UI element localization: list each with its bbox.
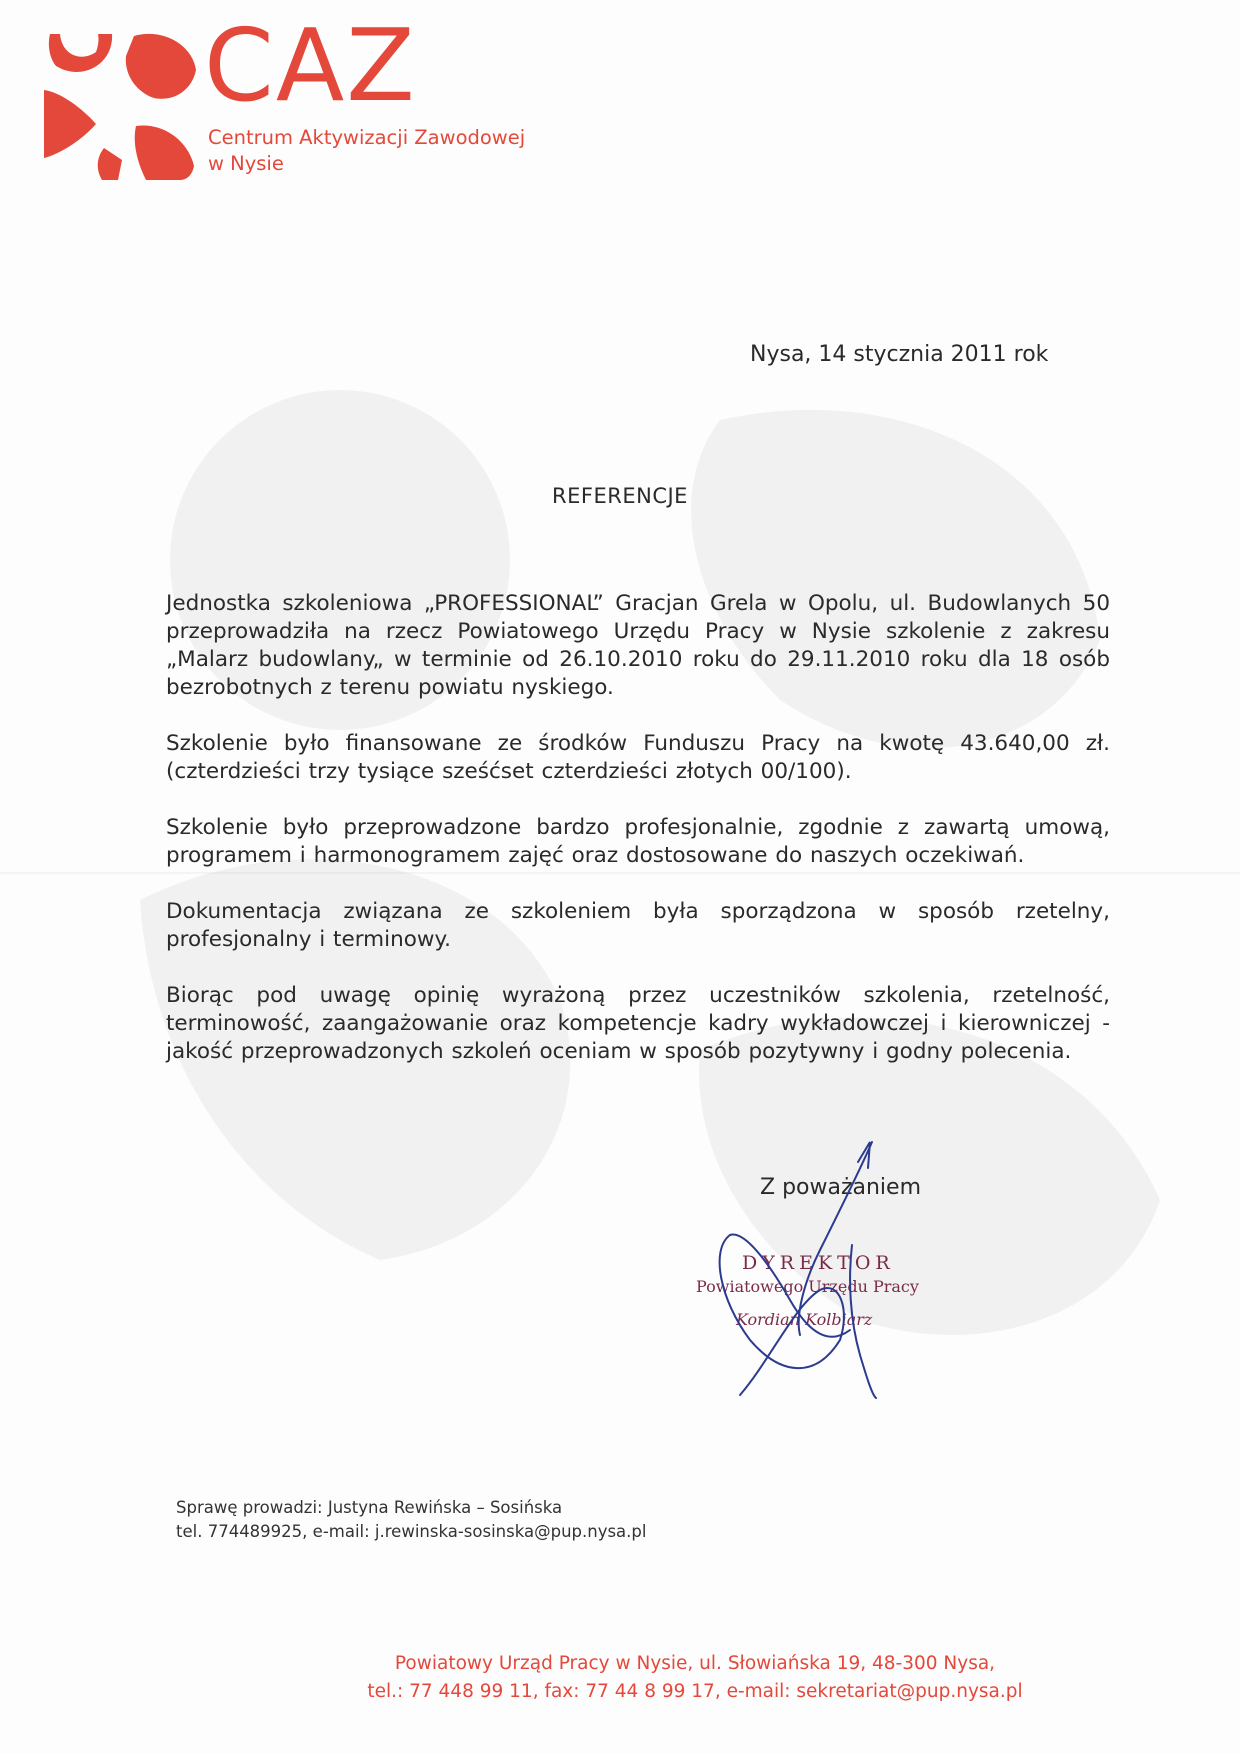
handler-contact: tel. 774489925, e-mail: j.rewinska-sosinska@pup.nysa.pl	[176, 1522, 647, 1541]
paragraph-3: Szkolenie było przeprowadzone bardzo profesjonalnie, zgodnie z zawartą umową, programem i harmonogramem zajęć oraz dostosowane do naszych oczekiwań.	[166, 815, 1110, 868]
letter-title: REFERENCJE	[552, 484, 688, 508]
paragraph-1: Jednostka szkoleniowa „PROFESSIONAL” Gracjan Grela w Opolu, ul. Budowlanych 50 przeprowadziła na rzecz Powiatowego Urzędu Pracy w Nysie szkolenie z zakresu „Malarz budowlany„ w terminie od 26.10.2010 roku do 29.11.2010 roku dla 18 osób bezrobotnych z terenu powiatu nyskiego.	[166, 591, 1110, 700]
footer-address: Powiatowy Urząd Pracy w Nysie, ul. Słowiańska 19, 48-300 Nysa,	[394, 1653, 996, 1674]
letter-date: Nysa, 14 stycznia 2011 rok	[750, 342, 1049, 367]
handler-name: Sprawę prowadzi: Justyna Rewińska – Sosińska	[176, 1498, 563, 1517]
logo-subtitle-line2: w Nysie	[208, 152, 284, 175]
paragraph-5: Biorąc pod uwagę opinię wyrażoną przez uczestników szkolenia, rzetelność, terminowość, zaangażowanie oraz kompetencje kadry wykładowczej i kierowniczej - jakość przeprowadzonych szkoleń oceniam w sposób pozytywny i godny polecenia.	[166, 983, 1110, 1064]
logo-wordmark: CAZ	[204, 7, 417, 124]
stamp-name: Kordian Kolbiarz	[736, 1310, 873, 1329]
logo-subtitle	[208, 125, 525, 177]
closing-salutation: Z poważaniem	[760, 1175, 922, 1200]
paragraph-2: Szkolenie było finansowane ze środków Funduszu Pracy na kwotę 43.640,00 zł. (czterdzieści trzy tysiące sześćset czterdzieści złotych 00/100).	[166, 731, 1110, 784]
caz-logo-mark	[42, 30, 207, 180]
stamp-title: DYREKTOR	[742, 1252, 895, 1274]
case-handler	[176, 1496, 646, 1544]
stamp-organization: Powiatowego Urzędu Pracy	[696, 1277, 919, 1296]
office-footer	[0, 1650, 1240, 1706]
handwritten-signature	[700, 1140, 900, 1400]
letter-body	[166, 590, 1110, 1094]
paragraph-4: Dokumentacja związana ze szkoleniem była sporządzona w sposób rzetelny, profesjonalny i terminowy.	[166, 899, 1110, 952]
logo-subtitle-line1: Centrum Aktywizacji Zawodowej	[208, 126, 526, 149]
caz-logo	[42, 7, 602, 180]
footer-contact: tel.: 77 448 99 11, fax: 77 44 8 99 17, e-mail: sekretariat@pup.nysa.pl	[367, 1681, 1023, 1702]
